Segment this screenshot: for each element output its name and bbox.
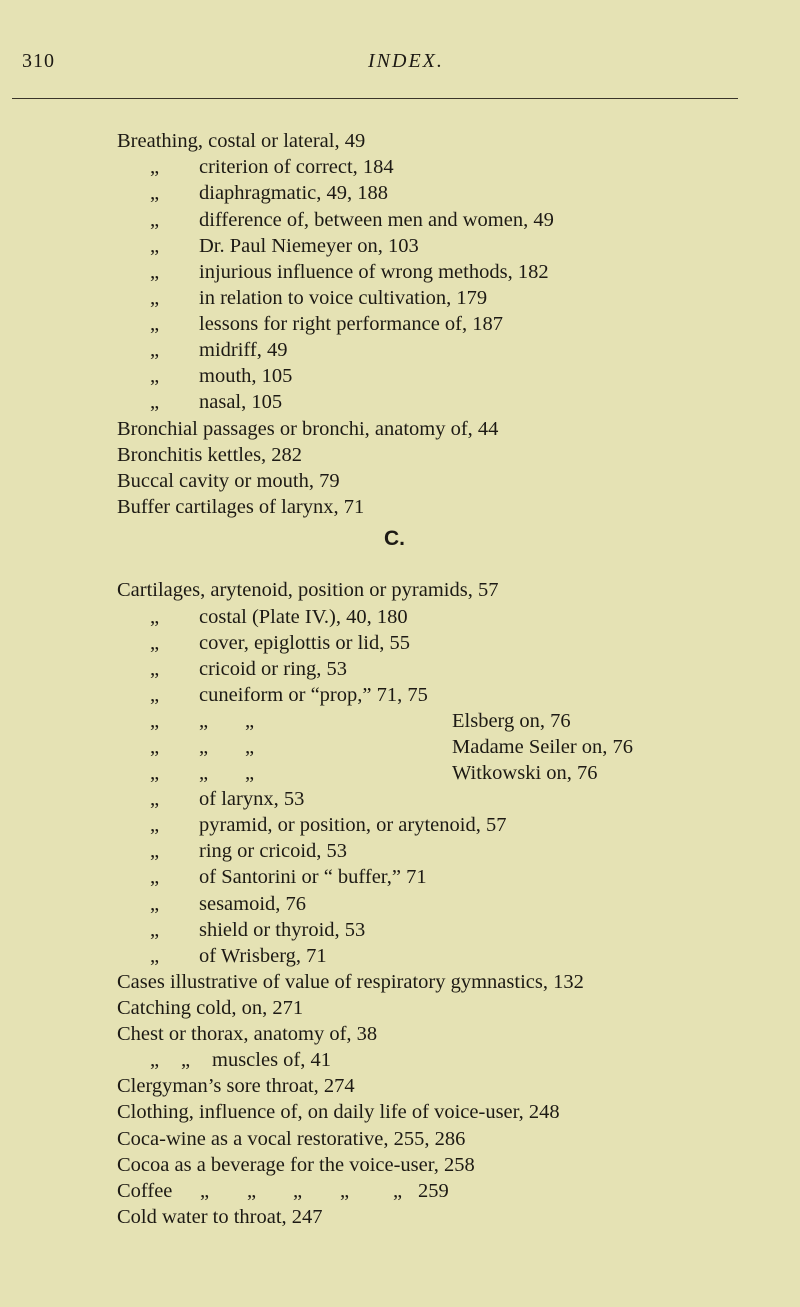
entry-text: Cocoa as a beverage for the voice-user, 258: [117, 1154, 475, 1176]
entry-text: cricoid or ring, 53: [199, 658, 348, 680]
ditto-mark: „: [150, 866, 160, 888]
ditto-mark: „: [150, 945, 160, 967]
entry-text: of larynx, 53: [199, 788, 305, 810]
ditto-mark: „: [150, 606, 160, 628]
ditto-mark: „: [293, 1180, 303, 1202]
ditto-mark: „: [150, 209, 160, 231]
entry-text: costal (Plate IV.), 40, 180: [199, 606, 408, 628]
entry-text: mouth, 105: [199, 365, 293, 387]
ditto-mark: „: [150, 814, 160, 836]
ditto-mark: „: [150, 710, 160, 732]
ditto-mark: „: [150, 840, 160, 862]
entry-text: shield or thyroid, 53: [199, 919, 366, 941]
entry-text: injurious influence of wrong methods, 182: [199, 261, 549, 283]
entry-text: muscles of, 41: [212, 1049, 331, 1071]
header-rule: [12, 98, 738, 99]
entry-text: Bronchitis kettles, 282: [117, 444, 303, 466]
entry-text: Breathing, costal or lateral, 49: [117, 130, 366, 152]
ditto-mark: „: [150, 762, 160, 784]
ditto-mark: „: [150, 391, 160, 413]
ditto-mark: „: [150, 684, 160, 706]
ditto-mark: „: [393, 1180, 403, 1202]
entry-text: Cold water to throat, 247: [117, 1206, 323, 1228]
ditto-mark: „: [245, 762, 255, 784]
entry-text: Buffer cartilages of larynx, 71: [117, 496, 365, 518]
ditto-mark: „: [150, 658, 160, 680]
entry-text: in relation to voice cultivation, 179: [199, 287, 488, 309]
ditto-mark: „: [150, 287, 160, 309]
ditto-mark: „: [340, 1180, 350, 1202]
ditto-mark: „: [150, 182, 160, 204]
entry-text: nasal, 105: [199, 391, 283, 413]
index-entry: [0, 1202, 800, 1232]
ditto-mark: „: [199, 762, 209, 784]
index-entry: [0, 862, 800, 892]
entry-text: Witkowski on, 76: [452, 762, 598, 784]
entry-text: Bronchial passages or bronchi, anatomy of, 44: [117, 418, 499, 440]
index-entry: [0, 387, 800, 417]
ditto-mark: „: [181, 1049, 191, 1071]
ditto-mark: „: [150, 893, 160, 915]
entry-text: Clothing, influence of, on daily life of voice-user, 248: [117, 1101, 560, 1123]
ditto-mark: „: [150, 235, 160, 257]
page-number: 310: [22, 50, 55, 72]
index-entry: [0, 178, 800, 208]
ditto-mark: „: [150, 156, 160, 178]
entry-text: midriff, 49: [199, 339, 288, 361]
ditto-mark: „: [245, 710, 255, 732]
entry-text: criterion of correct, 184: [199, 156, 394, 178]
entry-text: of Santorini or “ buffer,” 71: [199, 866, 427, 888]
entry-text: Dr. Paul Niemeyer on, 103: [199, 235, 419, 257]
entry-text: Clergyman’s sore throat, 274: [117, 1075, 355, 1097]
ditto-mark: „: [150, 736, 160, 758]
page-header: [0, 50, 800, 80]
entry-text: cuneiform or “prop,” 71, 75: [199, 684, 428, 706]
entry-text: diaphragmatic, 49, 188: [199, 182, 389, 204]
ditto-mark: „: [200, 1180, 210, 1202]
entry-text: Elsberg on, 76: [452, 710, 571, 732]
ditto-mark: „: [150, 919, 160, 941]
entry-text: Catching cold, on, 271: [117, 997, 304, 1019]
index-entry: [0, 492, 800, 522]
ditto-mark: „: [150, 261, 160, 283]
entry-text: lessons for right performance of, 187: [199, 313, 503, 335]
ditto-mark: „: [199, 710, 209, 732]
entry-text: Chest or thorax, anatomy of, 38: [117, 1023, 378, 1045]
ditto-mark: „: [150, 632, 160, 654]
section-heading: [0, 527, 800, 557]
entry-text: difference of, between men and women, 49: [199, 209, 554, 231]
ditto-mark: „: [150, 1049, 160, 1071]
entry-text: Coca-wine as a vocal restorative, 255, 286: [117, 1128, 466, 1150]
entry-text: Cartilages, arytenoid, position or pyramids, 57: [117, 579, 499, 601]
entry-text: Cases illustrative of value of respiratory gymnastics, 132: [117, 971, 584, 993]
ditto-mark: „: [199, 736, 209, 758]
entry-text: Coffee: [117, 1180, 173, 1202]
ditto-mark: „: [150, 339, 160, 361]
running-title: INDEX.: [368, 50, 444, 72]
entry-text: sesamoid, 76: [199, 893, 307, 915]
ditto-mark: „: [150, 365, 160, 387]
ditto-mark: „: [245, 736, 255, 758]
entry-text: pyramid, or position, or arytenoid, 57: [199, 814, 507, 836]
entry-text: ring or cricoid, 53: [199, 840, 348, 862]
entry-text: 259: [418, 1180, 449, 1202]
index-entry: [0, 575, 800, 605]
ditto-mark: „: [247, 1180, 257, 1202]
entry-text: Buccal cavity or mouth, 79: [117, 470, 340, 492]
entry-text: of Wrisberg, 71: [199, 945, 327, 967]
index-entry: [0, 1097, 800, 1127]
entry-text: Madame Seiler on, 76: [452, 736, 634, 758]
entry-text: cover, epiglottis or lid, 55: [199, 632, 410, 654]
ditto-mark: „: [150, 788, 160, 810]
ditto-mark: „: [150, 313, 160, 335]
section-letter: C.: [384, 527, 405, 550]
